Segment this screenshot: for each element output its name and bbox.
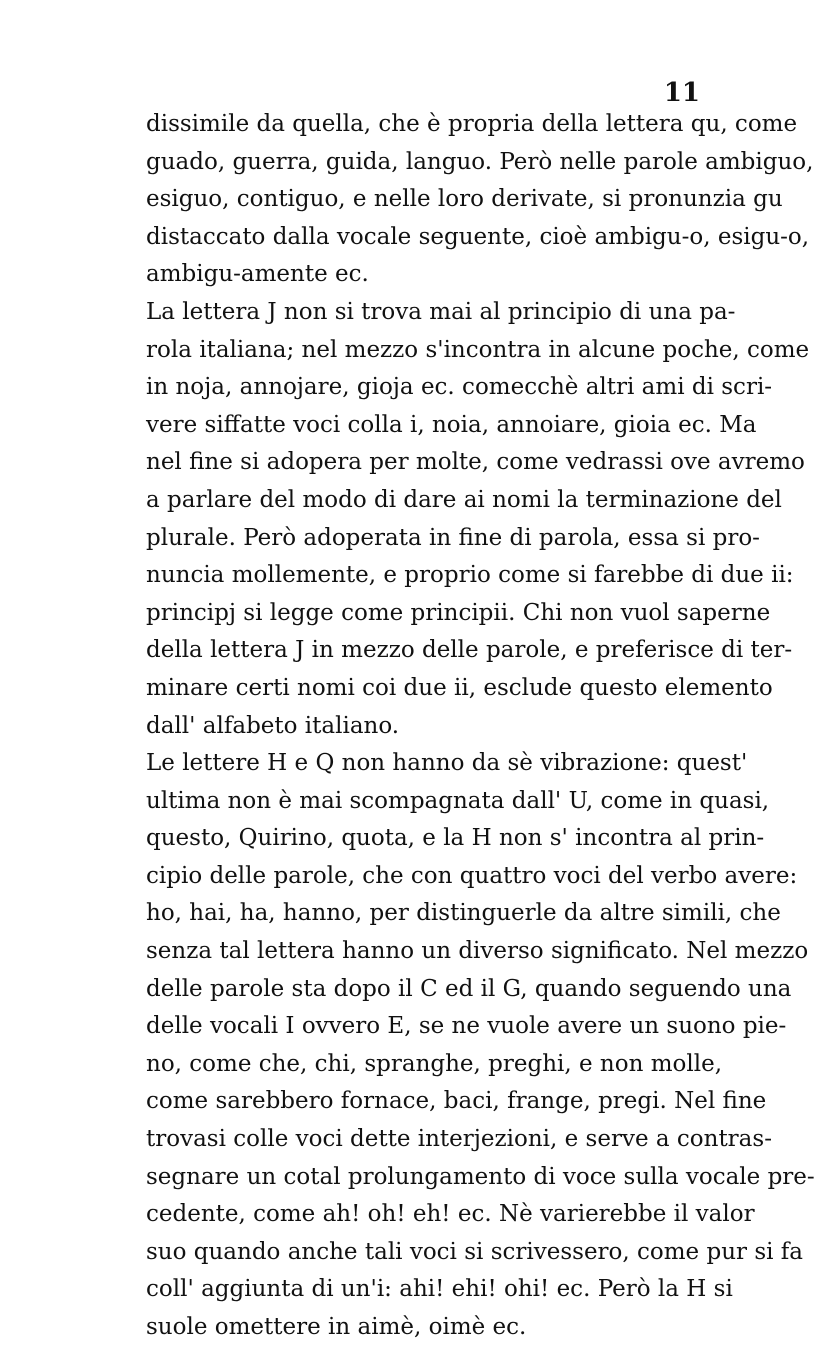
text-line: ho, hai, ha, hanno, per distinguerle da altre simili, che: [146, 900, 781, 927]
text-line: suole omettere in aimè, oimè ec.: [146, 1314, 527, 1340]
text-line: delle vocali I ovvero E, se ne vuole avere un suono pie-: [146, 1013, 787, 1040]
text-line: principj si legge come principii. Chi non vuol saperne: [146, 599, 771, 626]
text-line: distaccato dalla vocale seguente, cioè ambigu-o, esigu-o,: [146, 223, 810, 250]
text-line: minare certi nomi coi due ii, esclude questo elemento: [146, 674, 773, 701]
text-line: a parlare del modo di dare ai nomi la terminazione del: [146, 486, 782, 513]
text-line: dall' alfabeto italiano.: [146, 712, 400, 739]
text-line: trovasi colle voci dette interjezioni, e serve a contras-: [146, 1126, 772, 1153]
text-line: plurale. Però adoperata in fine di parola, essa si pro-: [146, 524, 760, 551]
text-line: La lettera J non si trova mai al principio di una pa-: [146, 298, 736, 325]
text-line: in noja, annojare, gioja ec. comecchè altri ami di scri-: [146, 374, 773, 401]
text-line: delle parole sta dopo il C ed il G, quando seguendo una: [146, 975, 792, 1002]
text-line: segnare un cotal prolungamento di voce sulla vocale pre-: [146, 1163, 815, 1190]
text-line: nuncia mollemente, e proprio come si farebbe di due ii:: [146, 562, 794, 589]
text-line: cedente, come ah! oh! eh! ec. Nè varierebbe il valor: [146, 1201, 755, 1228]
text-line: coll' aggiunta di un'i: ahi! ehi! ohi! ec. Però la H si: [146, 1276, 733, 1303]
text-line: senza tal lettera hanno un diverso significato. Nel mezzo: [146, 938, 809, 965]
text-line: guado, guerra, guida, languo. Però nelle parole ambiguo,: [146, 148, 814, 175]
text-line: come sarebbero fornace, baci, frange, pregi. Nel fine: [146, 1088, 767, 1115]
text-line: Le lettere H e Q non hanno da sè vibrazione: quest': [146, 750, 748, 777]
text-line: ultima non è mai scompagnata dall' U, come in quasi,: [146, 787, 770, 814]
text-line: questo, Quirino, quota, e la H non s' incontra al prin-: [146, 825, 765, 852]
text-line: suo quando anche tali voci si scrivessero, come pur si fa: [146, 1238, 804, 1265]
text-line: no, come che, chi, spranghe, preghi, e non molle,: [146, 1050, 722, 1077]
text-line: nel fine si adopera per molte, come vedrassi ove avremo: [146, 449, 805, 476]
text-line: cipio delle parole, che con quattro voci del verbo avere:: [146, 862, 798, 889]
body-text: [146, 106, 815, 1347]
text-line: ambigu-amente ec.: [146, 261, 369, 288]
text-line: rola italiana; nel mezzo s'incontra in alcune poche, come: [146, 336, 810, 363]
text-line: vere siffatte voci colla i, noia, annoiare, gioia ec. Ma: [146, 411, 757, 438]
text-line: dissimile da quella, che è propria della lettera qu, come: [146, 111, 798, 137]
text-line: della lettera J in mezzo delle parole, e preferisce di ter-: [146, 637, 793, 664]
text-line: esiguo, contiguo, e nelle loro derivate, si pronunzia gu: [146, 186, 783, 213]
page-number: 11: [663, 78, 700, 108]
